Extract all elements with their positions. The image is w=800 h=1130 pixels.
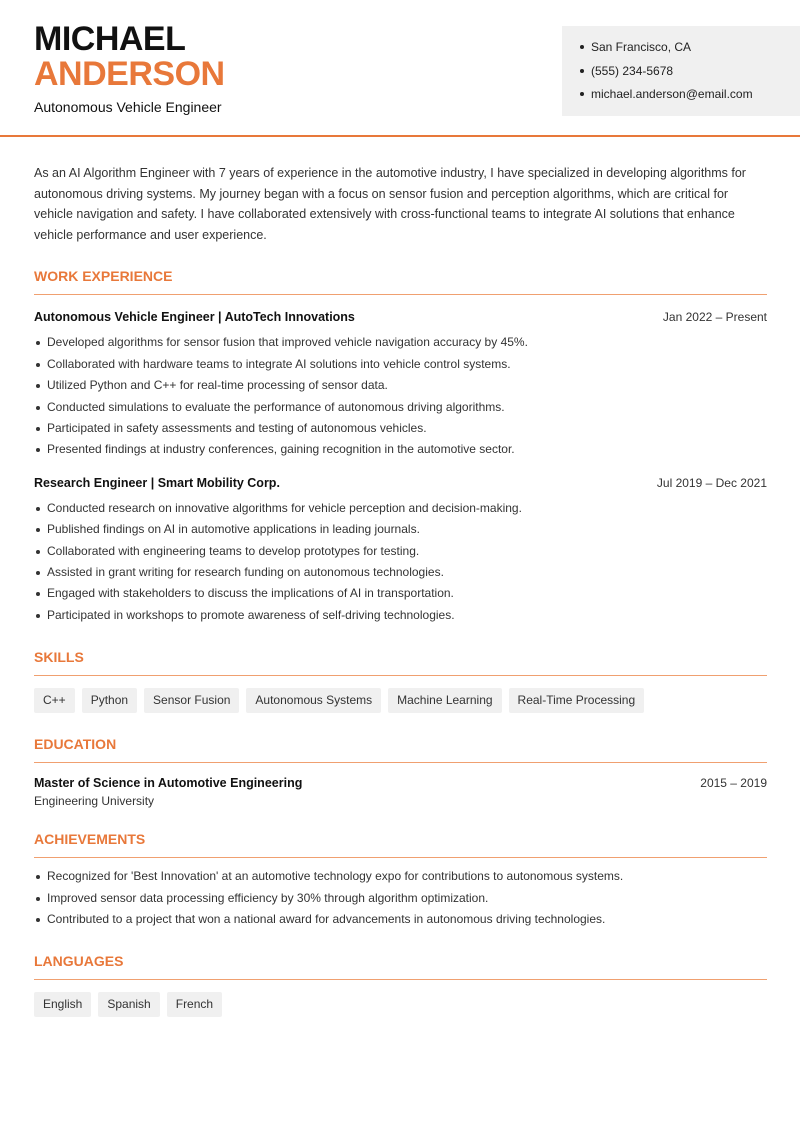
resume-header — [0, 0, 800, 137]
job-role: Research Engineer | Smart Mobility Corp. — [34, 475, 280, 490]
job-entry — [34, 310, 767, 460]
job-entry — [34, 476, 767, 626]
achievements-list — [34, 866, 767, 930]
degree: Master of Science in Automotive Engineering — [34, 776, 303, 791]
skills-list — [34, 688, 767, 713]
languages-heading: LANGUAGES — [34, 953, 767, 980]
language-chip: Spanish — [98, 992, 159, 1017]
job-bullet: Developed algorithms for sensor fusion that improved vehicle navigation accuracy by 45%. — [34, 332, 767, 353]
candidate-name — [34, 22, 225, 92]
job-bullets — [34, 498, 767, 626]
job-bullet: Collaborated with engineering teams to develop prototypes for testing. — [34, 541, 767, 562]
job-bullet: Utilized Python and C++ for real-time processing of sensor data. — [34, 375, 767, 396]
job-bullet: Presented findings at industry conferences, gaining recognition in the automotive sector. — [34, 439, 767, 460]
summary-text: As an AI Algorithm Engineer with 7 years of experience in the automotive industry, I have specialized in developing algorithms for autonomous driving systems. My journey began with a focus on sensor fusion and perception algorithms, which are critical for vehicle navigation and safety. I have collaborated extensively with cross-functional teams to integrate AI solutions that enhance vehicle performance and user experience. — [34, 166, 746, 242]
skill-chip: Python — [82, 688, 137, 713]
job-bullet: Participated in safety assessments and testing of autonomous vehicles. — [34, 418, 767, 439]
job-date: Jul 2019 – Dec 2021 — [656, 475, 767, 490]
skill-chip: Autonomous Systems — [246, 688, 381, 713]
job-bullet: Collaborated with hardware teams to integrate AI solutions into vehicle control systems. — [34, 354, 767, 375]
contact-email: michael.anderson@email.com — [580, 85, 800, 109]
education-date: 2015 – 2019 — [700, 776, 767, 791]
language-chip: French — [167, 992, 222, 1017]
job-bullet: Published findings on AI in automotive applications in leading journals. — [34, 519, 767, 540]
contact-box — [562, 26, 800, 116]
skill-chip: Real-Time Processing — [509, 688, 645, 713]
skill-chip: C++ — [34, 688, 75, 713]
skills-heading: SKILLS — [34, 649, 767, 676]
job-date: Jan 2022 – Present — [662, 310, 767, 325]
job-title: Autonomous Vehicle Engineer — [34, 99, 222, 115]
achievement-item: Improved sensor data processing efficiency by 30% through algorithm optimization. — [34, 888, 767, 909]
achievements-heading: ACHIEVEMENTS — [34, 831, 767, 858]
first-name: MICHAEL — [34, 20, 186, 58]
contact-location: San Francisco, CA — [580, 38, 800, 62]
job-bullet: Conducted research on innovative algorithms for vehicle perception and decision-making. — [34, 498, 767, 519]
job-bullet: Engaged with stakeholders to discuss the implications of AI in transportation. — [34, 583, 767, 604]
school-name: Engineering University — [34, 794, 155, 809]
languages-list — [34, 992, 767, 1017]
last-name: ANDERSON — [34, 55, 225, 93]
education-entry — [34, 776, 767, 808]
job-bullet: Participated in workshops to promote awareness of self-driving technologies. — [34, 605, 767, 626]
language-chip: English — [34, 992, 91, 1017]
skill-chip: Machine Learning — [388, 688, 501, 713]
resume-body — [34, 163, 767, 1017]
achievement-item: Recognized for 'Best Innovation' at an automotive technology expo for contributions to autonomous systems. — [34, 866, 767, 887]
job-role: Autonomous Vehicle Engineer | AutoTech Innovations — [34, 310, 355, 325]
education-heading: EDUCATION — [34, 736, 767, 763]
job-bullets — [34, 332, 767, 460]
work-experience-heading: WORK EXPERIENCE — [34, 268, 767, 295]
job-bullet: Assisted in grant writing for research funding on autonomous technologies. — [34, 562, 767, 583]
achievement-item: Contributed to a project that won a national award for advancements in autonomous driving technologies. — [34, 909, 767, 930]
skill-chip: Sensor Fusion — [144, 688, 239, 713]
job-bullet: Conducted simulations to evaluate the performance of autonomous driving algorithms. — [34, 397, 767, 418]
contact-phone: (555) 234-5678 — [580, 62, 800, 86]
